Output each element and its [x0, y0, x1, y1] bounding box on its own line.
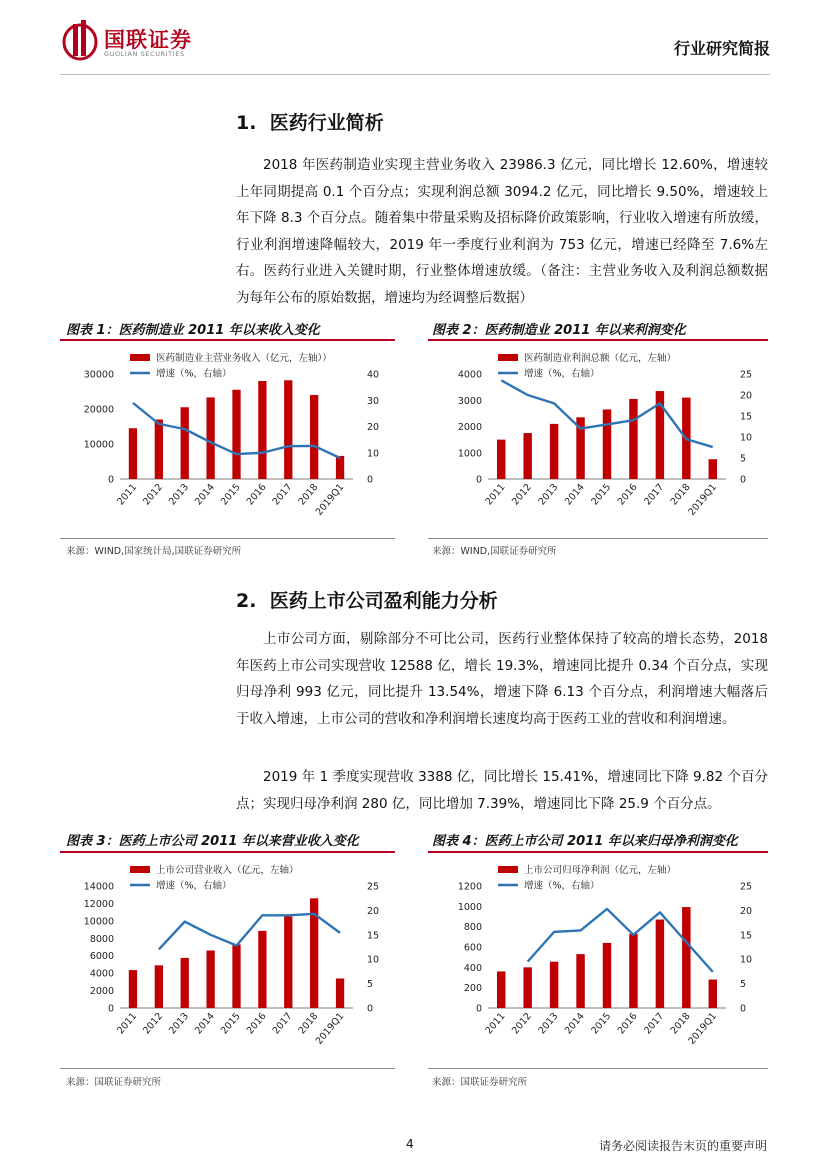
x-tick-label: 2019Q1: [686, 481, 720, 518]
legend-line-label: 增速（%，右轴）: [524, 368, 600, 380]
bar: [550, 424, 558, 479]
legend-line-label: 增速（%，右轴）: [524, 880, 600, 892]
y-left-tick-label: 1000: [457, 448, 482, 460]
y-left-tick-label: 2000: [457, 422, 482, 433]
figure-2-title: 图表 2：医药制造业 2011 年以来利润变化: [432, 323, 686, 338]
section-2-paragraph-1: 上市公司方面，剔除部分不可比公司，医药行业整体保持了较高的增长态势，2018 年医药上市公司实现营收 12588 亿，增长 19.3%，增速同比提升 0.34 个百分点，实现归母净利 993 亿元，同比提升 13.54%，增速下降 6.13 个百分点，利润增速大幅落后于收入增速，上市公司的营收和净利润增长速度均高于医药工业的营收和利润增速。: [236, 631, 768, 727]
logo-mark-icon: [60, 18, 104, 62]
y-left-tick-label: 12000: [83, 898, 114, 910]
figure-1-title: 图表 1：医药制造业 2011 年以来收入变化: [66, 323, 320, 338]
bar: [232, 390, 240, 479]
y-left-tick-label: 10000: [83, 439, 114, 451]
bar: [232, 944, 240, 1008]
bar: [576, 954, 584, 1008]
section-2-number: 2.: [236, 590, 257, 612]
y-left-tick-label: 0: [475, 1003, 482, 1015]
bar: [258, 381, 266, 479]
y-right-tick-label: 10: [367, 954, 380, 966]
document-type: 行业研究简报: [673, 39, 770, 58]
y-right-tick-label: 0: [367, 474, 374, 486]
x-tick-label: 2012: [509, 481, 534, 508]
x-tick-label: 2014: [562, 481, 587, 508]
bar: [497, 971, 505, 1008]
y-right-tick-label: 20: [740, 905, 753, 917]
legend-bar-swatch: [498, 354, 518, 361]
x-tick-label: 2012: [509, 1010, 534, 1037]
x-tick-label: 2017: [270, 1010, 295, 1037]
y-right-tick-label: 5: [367, 979, 374, 991]
bar: [550, 962, 558, 1008]
x-tick-label: 2015: [218, 481, 243, 508]
bar: [603, 409, 611, 479]
y-left-tick-label: 2000: [89, 986, 114, 998]
x-tick-label: 2011: [483, 1010, 508, 1037]
bar: [310, 395, 318, 479]
x-tick-label: 2013: [167, 1010, 192, 1037]
legend-bar-swatch: [130, 354, 150, 361]
section-1-heading: [236, 108, 384, 135]
x-tick-label: 2013: [167, 481, 192, 508]
y-right-tick-label: 5: [740, 979, 747, 991]
figure-3-title: 图表 3：医药上市公司 2011 年以来营业收入变化: [66, 834, 359, 849]
legend-bar-label: 上市公司归母净利润（亿元，左轴）: [524, 865, 677, 876]
y-left-tick-label: 30000: [83, 369, 114, 381]
section-1-title: 医药行业简析: [269, 112, 384, 134]
x-tick-label: 2015: [589, 481, 614, 508]
bar: [656, 920, 664, 1008]
legend-bar-label: 医药制造业主营业务收入（亿元，左轴））: [156, 353, 332, 364]
y-left-tick-label: 0: [475, 474, 482, 486]
y-left-tick-label: 20000: [83, 404, 114, 416]
figure-3-top-rule: [60, 851, 395, 853]
figure-4-title: 图表 4：医药上市公司 2011 年以来归母净利润变化: [432, 834, 738, 849]
chart-4: [428, 854, 768, 1066]
y-left-tick-label: 600: [463, 942, 482, 954]
header-divider: [60, 74, 770, 75]
x-tick-label: 2017: [270, 481, 295, 508]
x-tick-label: 2013: [536, 1010, 561, 1037]
bar: [709, 459, 717, 479]
chart-2: [428, 342, 768, 537]
bar: [284, 380, 292, 479]
section-2-title: 医药上市公司盈利能力分析: [269, 590, 498, 612]
x-tick-label: 2015: [218, 1010, 243, 1037]
y-right-tick-label: 15: [740, 411, 753, 423]
x-tick-label: 2018: [668, 481, 693, 508]
y-right-tick-label: 10: [367, 448, 380, 460]
x-tick-label: 2017: [642, 481, 667, 508]
figure-2-top-rule: [428, 339, 768, 341]
x-tick-label: 2016: [244, 1010, 269, 1037]
y-left-tick-label: 0: [107, 474, 114, 486]
bar: [523, 967, 531, 1008]
bar: [129, 970, 137, 1008]
bar: [181, 407, 189, 479]
x-tick-label: 2018: [668, 1010, 693, 1037]
y-left-tick-label: 10000: [83, 916, 114, 928]
y-left-tick-label: 1000: [457, 901, 482, 913]
y-left-tick-label: 4000: [457, 369, 482, 381]
x-tick-label: 2011: [115, 1010, 140, 1037]
y-left-tick-label: 3000: [457, 395, 482, 407]
figure-1-source: 来源：WIND,国家统计局,国联证券研究所: [66, 546, 242, 557]
figure-1-top-rule: [60, 339, 395, 341]
bar: [284, 917, 292, 1009]
y-right-tick-label: 0: [740, 474, 747, 486]
x-tick-label: 2016: [244, 481, 269, 508]
y-left-tick-label: 8000: [89, 933, 114, 945]
y-right-tick-label: 5: [740, 453, 747, 465]
y-left-tick-label: 6000: [89, 951, 114, 963]
figure-3-source: 来源：国联证券研究所: [66, 1077, 162, 1088]
logo-text-en: GUOLIAN SECURITIES: [104, 50, 185, 58]
chart-3: [60, 854, 395, 1066]
legend-line-label: 增速（%，右轴）: [156, 368, 232, 380]
x-tick-label: 2019Q1: [313, 481, 347, 518]
x-tick-label: 2012: [141, 481, 166, 508]
y-right-tick-label: 20: [740, 390, 753, 402]
y-right-tick-label: 0: [367, 1003, 374, 1015]
y-left-tick-label: 200: [463, 983, 482, 995]
figure-3-bottom-rule: [60, 1068, 395, 1069]
bar: [206, 397, 214, 479]
footer-disclaimer: 请务必阅读报告末页的重要声明: [598, 1139, 767, 1153]
y-left-tick-label: 800: [463, 922, 482, 934]
y-right-tick-label: 10: [740, 954, 753, 966]
x-tick-label: 2015: [589, 1010, 614, 1037]
bar: [155, 965, 163, 1008]
figure-2-bottom-rule: [428, 538, 768, 539]
bar: [181, 958, 189, 1008]
x-tick-label: 2014: [192, 481, 217, 508]
y-left-tick-label: 14000: [83, 881, 114, 893]
y-right-tick-label: 20: [367, 905, 380, 917]
x-tick-label: 2016: [615, 481, 640, 508]
figure-4-source: 来源：国联证券研究所: [432, 1077, 528, 1088]
bar: [155, 420, 163, 480]
y-right-tick-label: 0: [740, 1003, 747, 1015]
bar: [523, 433, 531, 479]
y-right-tick-label: 30: [367, 395, 380, 407]
y-left-tick-label: 4000: [89, 968, 114, 980]
bar: [629, 399, 637, 479]
y-right-tick-label: 25: [740, 881, 753, 893]
legend-bar-swatch: [130, 866, 150, 873]
y-right-tick-label: 15: [740, 930, 753, 942]
y-left-tick-label: 400: [463, 962, 482, 974]
x-tick-label: 2014: [192, 1010, 217, 1037]
y-right-tick-label: 10: [740, 432, 753, 444]
y-left-tick-label: 1200: [457, 881, 482, 893]
bar: [497, 440, 505, 479]
y-right-tick-label: 25: [367, 881, 380, 893]
x-tick-label: 2018: [296, 481, 321, 508]
x-tick-label: 2016: [615, 1010, 640, 1037]
y-right-tick-label: 20: [367, 422, 380, 433]
x-tick-label: 2011: [483, 481, 508, 508]
x-tick-label: 2012: [141, 1010, 166, 1037]
x-tick-label: 2013: [536, 481, 561, 508]
x-tick-label: 2014: [562, 1010, 587, 1037]
legend-line-label: 增速（%，右轴）: [156, 880, 232, 892]
y-right-tick-label: 40: [367, 369, 380, 381]
bar: [336, 456, 344, 479]
legend-bar-label: 上市公司营业收入（亿元，左轴）: [156, 865, 299, 876]
bar: [682, 907, 690, 1008]
legend-bar-label: 医药制造业利润总额（亿元，左轴）: [524, 353, 677, 364]
section-2-heading: [236, 586, 498, 613]
chart-1: [60, 342, 395, 537]
bar: [603, 943, 611, 1008]
y-right-tick-label: 15: [367, 930, 380, 942]
bar: [629, 934, 637, 1008]
figure-2-source: 来源：WIND,国联证券研究所: [432, 546, 557, 557]
legend-bar-swatch: [498, 866, 518, 873]
logo-text-cn: 国联证券: [104, 28, 192, 52]
y-left-tick-label: 0: [107, 1003, 114, 1015]
x-tick-label: 2019Q1: [313, 1010, 347, 1047]
bar: [336, 978, 344, 1008]
figure-4-top-rule: [428, 851, 768, 853]
section-2-paragraph-2: 2019 年 1 季度实现营收 3388 亿，同比增长 15.41%，增速同比下降 9.82 个百分点；实现归母净利润 280 亿，同比增加 7.39%，增速同比下降 25.9 个百分点。: [236, 769, 768, 812]
page-number: 4: [406, 1137, 414, 1151]
x-tick-label: 2018: [296, 1010, 321, 1037]
figure-4-bottom-rule: [428, 1068, 768, 1069]
bar: [206, 950, 214, 1008]
section-1-number: 1.: [236, 112, 257, 134]
bar: [258, 931, 266, 1008]
x-tick-label: 2011: [115, 481, 140, 508]
figure-1-bottom-rule: [60, 538, 395, 539]
x-tick-label: 2019Q1: [686, 1010, 720, 1047]
bar: [709, 980, 717, 1008]
y-right-tick-label: 25: [740, 369, 753, 381]
x-tick-label: 2017: [642, 1010, 667, 1037]
bar: [129, 428, 137, 479]
section-1-paragraph: 2018 年医药制造业实现主营业务收入 23986.3 亿元，同比增长 12.60%，增速较上年同期提高 0.1 个百分点；实现利润总额 3094.2 亿元，同比增长 9.50%，增速较上年下降 8.3 个百分点。随着集中带量采购及招标降价政策影响，行业收入增速有所放缓，行业利润增速降幅较大，2019 年一季度行业利润为 753 亿元，增速已经降至 7.6%左右。医药行业进入关键时期，行业整体增速放缓。（备注：主营业务收入及利润总额数据为每年公布的原始数据，增速均为经调整后数据）: [236, 157, 768, 306]
